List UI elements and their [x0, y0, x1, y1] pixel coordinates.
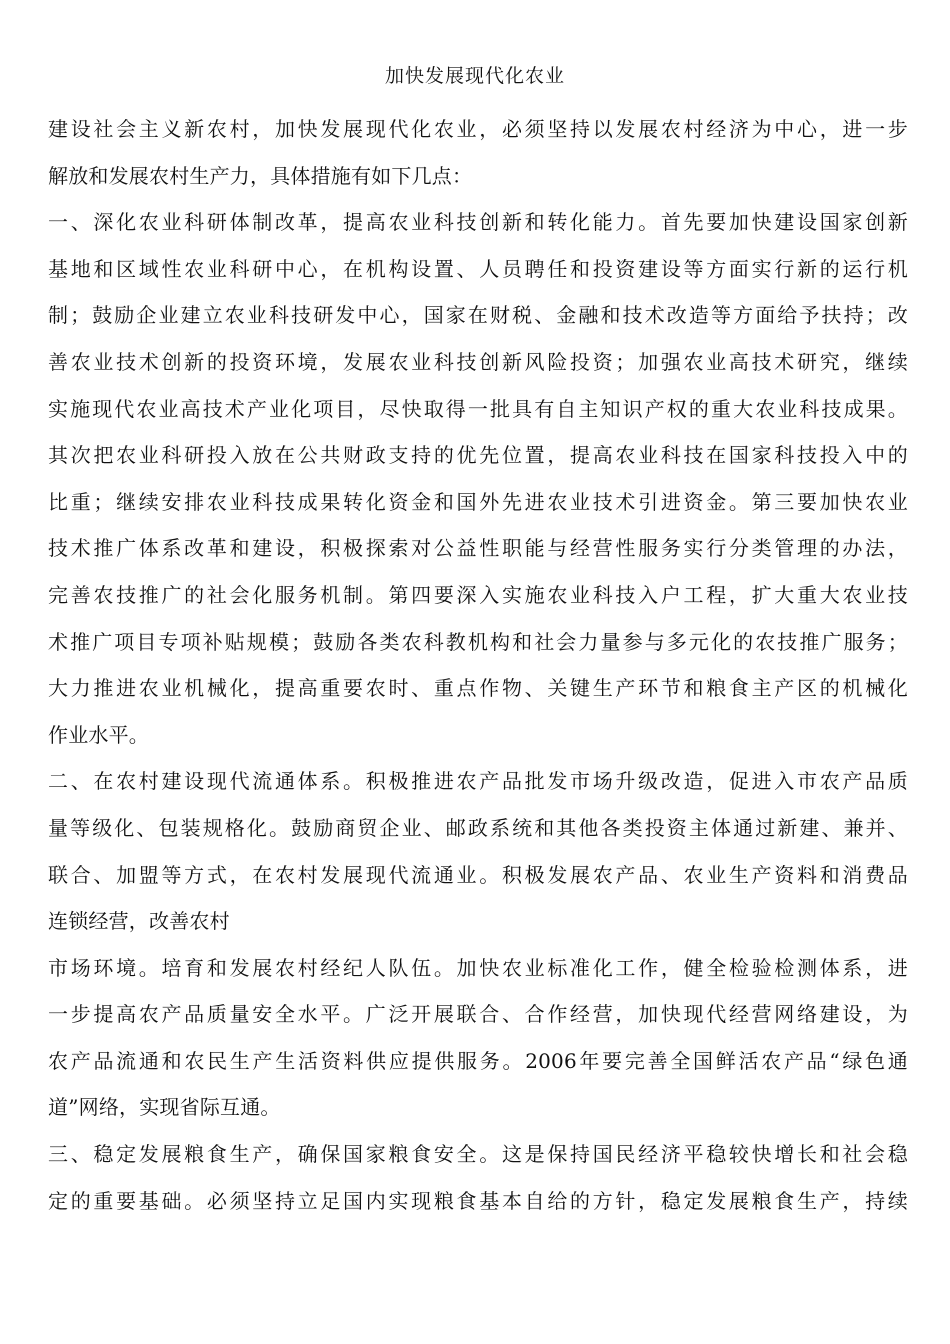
text-line: 道”网络，实现省际互通。: [48, 1095, 281, 1120]
text-line: 三、稳定发展粮食生产，确保国家粮食安全。这是保持国民经济平稳较快增长和社会稳: [48, 1142, 908, 1167]
text-line: 解放和发展农村生产力，具体措施有如下几点：: [48, 163, 473, 188]
text-line: 其次把农业科研投入放在公共财政支持的优先位置，提高农业科技在国家科技投入中的: [48, 443, 908, 468]
text-line: 建设社会主义新农村，加快发展现代化农业，必须坚持以发展农村经济为中心，进一步: [48, 117, 908, 141]
document-body: [48, 106, 908, 1224]
text-line: 完善农技推广的社会化服务机制。第四要深入实施农业科技入户工程，扩大重大农业技: [48, 582, 908, 607]
text-line: 大力推进农业机械化，提高重要农时、重点作物、关键生产环节和粮食主产区的机械化: [48, 676, 908, 701]
text-line: 比重；继续安排农业科技成果转化资金和国外先进农业技术引进资金。第三要加快农业: [48, 489, 908, 514]
text-line: 市场环境。培育和发展农村经纪人队伍。加快农业标准化工作，健全检验检测体系，进: [48, 955, 908, 980]
text-line: 二、在农村建设现代流通体系。积极推进农产品批发市场升级改造，促进入市农产品质: [48, 769, 908, 794]
text-line: 制；鼓励企业建立农业科技研发中心，国家在财税、金融和技术改造等方面给予扶持；改: [48, 303, 908, 328]
text-line: 基地和区域性农业科研中心，在机构设置、人员聘任和投资建设等方面实行新的运行机: [48, 256, 908, 281]
text-line: 量等级化、包装规格化。鼓励商贸企业、邮政系统和其他各类投资主体通过新建、兼并、: [48, 815, 908, 840]
text-line: 农产品流通和农民生产生活资料供应提供服务。2006年要完善全国鲜活农产品“绿色通: [48, 1048, 908, 1073]
text-line: 作业水平。: [48, 722, 149, 747]
text-line: 善农业技术创新的投资环境，发展农业科技创新风险投资；加强农业高技术研究，继续: [48, 349, 908, 374]
text-line: 术推广项目专项补贴规模；鼓励各类农科教机构和社会力量参与多元化的农技推广服务；: [48, 629, 908, 654]
text-line: 一、深化农业科研体制改革，提高农业科技创新和转化能力。首先要加快建设国家创新: [48, 210, 908, 235]
text-line: 连锁经营，改善农村: [48, 909, 230, 934]
document-title: 加快发展现代化农业: [384, 65, 565, 87]
text-line: 一步提高农产品质量安全水平。广泛开展联合、合作经营，加快现代经营网络建设，为: [48, 1002, 908, 1027]
text-line: 定的重要基础。必须坚持立足国内实现粮食基本自给的方针，稳定发展粮食生产，持续: [48, 1188, 908, 1213]
text-line: 实施现代农业高技术产业化项目，尽快取得一批具有自主知识产权的重大农业科技成果。: [48, 396, 908, 421]
text-line: 技术推广体系改革和建设，积极探索对公益性职能与经营性服务实行分类管理的办法，: [48, 536, 908, 561]
text-line: 联合、加盟等方式，在农村发展现代流通业。积极发展农产品、农业生产资料和消费品: [48, 862, 908, 887]
